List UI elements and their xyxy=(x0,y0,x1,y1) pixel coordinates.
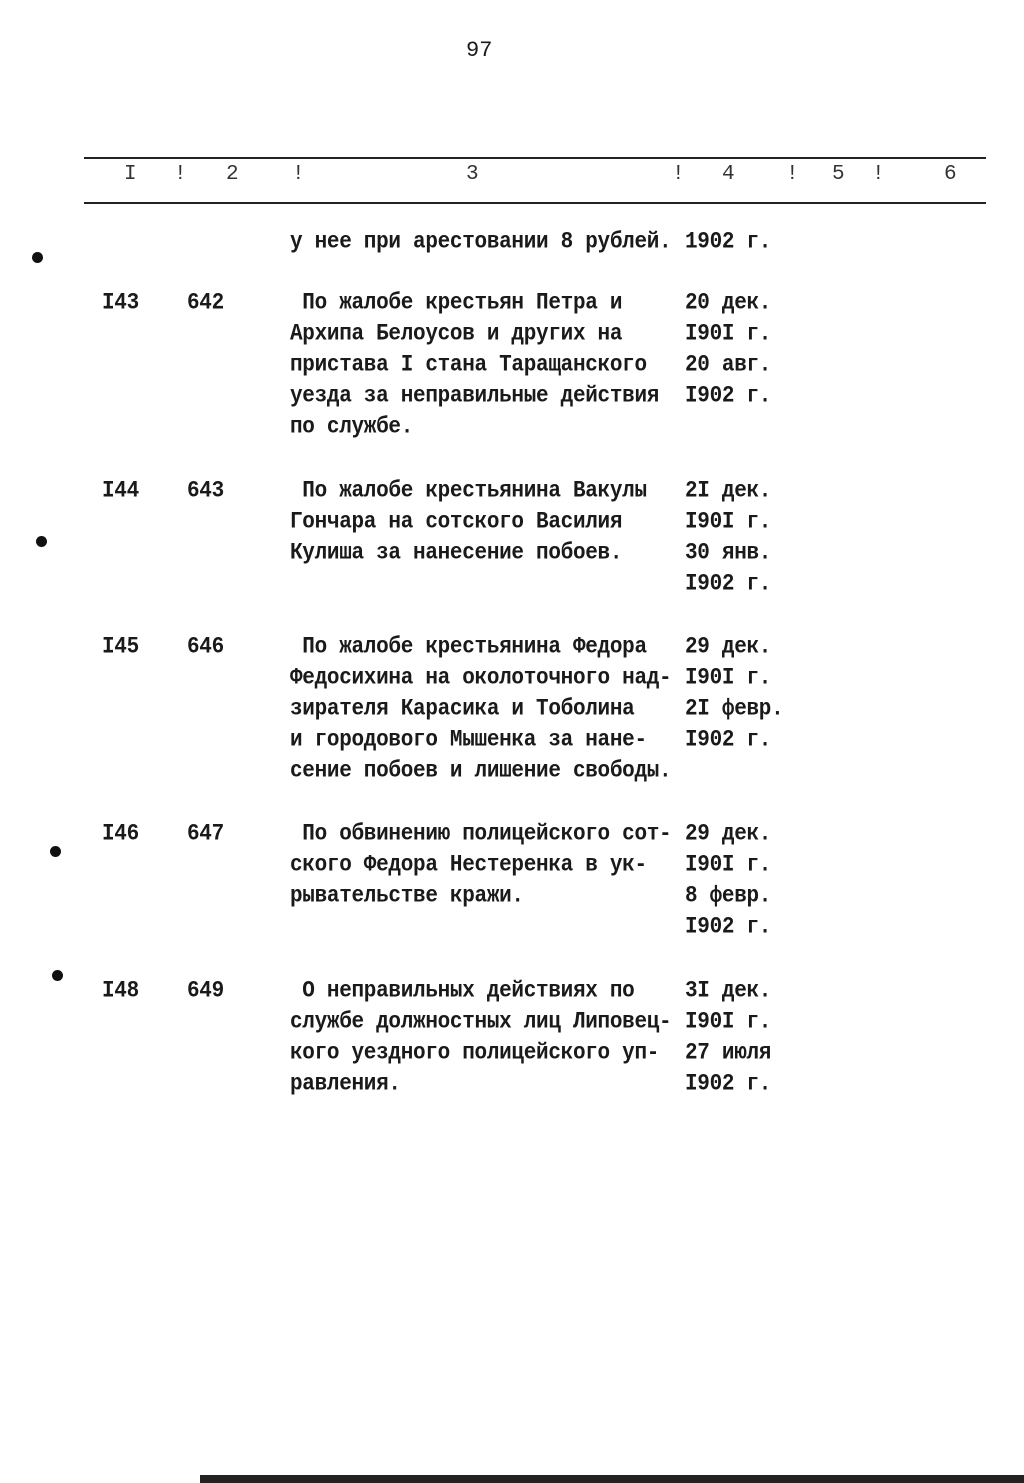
description-line: О неправильных действиях по xyxy=(290,979,635,1005)
description-line: и городового Мышенка за нане- xyxy=(290,728,647,754)
entry-number: I43 xyxy=(102,291,139,317)
description-line: службе должностных лиц Липовец- xyxy=(290,1010,672,1036)
date-line: I90I г. xyxy=(685,853,772,879)
description-line: По обвинению полицейского сот- xyxy=(290,822,672,848)
scan-edge xyxy=(200,1475,1024,1483)
punch-hole-mark xyxy=(32,252,43,263)
description-line: Кулиша за нанесение побоев. xyxy=(290,541,623,567)
description-line: зирателя Карасика и Тоболина xyxy=(290,697,635,723)
description-line: по службе. xyxy=(290,415,414,441)
date-line: 20 авг. xyxy=(685,353,772,379)
date-line: I902 г. xyxy=(685,1072,772,1098)
date-line: I90I г. xyxy=(685,322,772,348)
entry-number: I45 xyxy=(102,635,139,661)
date-line: I902 г. xyxy=(685,915,772,941)
description-line: сение побоев и лишение свободы. xyxy=(290,759,672,785)
description-line: По жалобе крестьян Петра и xyxy=(290,291,623,317)
column-separator: ! xyxy=(174,163,187,186)
date-line: 3I дек. xyxy=(685,979,772,1005)
column-header: I xyxy=(124,163,137,186)
date-line: I90I г. xyxy=(685,510,772,536)
continuation-text: у нее при арестовании 8 рублей. xyxy=(290,230,672,256)
date-line: 2I февр. xyxy=(685,697,784,723)
description-line: пристава I стана Таращанского xyxy=(290,353,647,379)
file-number: 643 xyxy=(187,479,224,505)
column-header: 2 xyxy=(226,163,239,186)
description-line: рывательстве кражи. xyxy=(290,884,524,910)
description-line: По жалобе крестьянина Вакулы xyxy=(290,479,647,505)
description-line: ского Федора Нестеренка в ук- xyxy=(290,853,647,879)
date-line: I902 г. xyxy=(685,572,772,598)
column-header: 3 xyxy=(466,163,479,186)
description-line: Архипа Белоусов и других на xyxy=(290,322,623,348)
header-bottom-rule xyxy=(84,202,986,204)
date-line: 29 дек. xyxy=(685,822,772,848)
date-line: 8 февр. xyxy=(685,884,772,910)
column-separator: ! xyxy=(872,163,885,186)
description-line: уезда за неправильные действия xyxy=(290,384,660,410)
entry-number: I44 xyxy=(102,479,139,505)
description-line: равления. xyxy=(290,1072,401,1098)
date-line: 27 июля xyxy=(685,1041,772,1067)
header-top-rule xyxy=(84,157,986,159)
date-line: I902 г. xyxy=(685,728,772,754)
file-number: 642 xyxy=(187,291,224,317)
page-number: 97 xyxy=(466,38,493,63)
continuation-date: 1902 г. xyxy=(685,230,772,256)
file-number: 647 xyxy=(187,822,224,848)
column-separator: ! xyxy=(672,163,685,186)
punch-hole-mark xyxy=(52,970,63,981)
description-line: Федосихина на околоточного над- xyxy=(290,666,672,692)
file-number: 646 xyxy=(187,635,224,661)
date-line: 2I дек. xyxy=(685,479,772,505)
column-header: 5 xyxy=(832,163,845,186)
date-line: 29 дек. xyxy=(685,635,772,661)
column-header: 4 xyxy=(722,163,735,186)
description-line: кого уездного полицейского уп- xyxy=(290,1041,660,1067)
date-line: I902 г. xyxy=(685,384,772,410)
entry-number: I48 xyxy=(102,979,139,1005)
column-separator: ! xyxy=(292,163,305,186)
file-number: 649 xyxy=(187,979,224,1005)
punch-hole-mark xyxy=(36,536,47,547)
description-line: По жалобе крестьянина Федора xyxy=(290,635,647,661)
date-line: I90I г. xyxy=(685,1010,772,1036)
description-line: Гончара на сотского Василия xyxy=(290,510,623,536)
column-header: 6 xyxy=(944,163,957,186)
date-line: 30 янв. xyxy=(685,541,772,567)
column-separator: ! xyxy=(786,163,799,186)
punch-hole-mark xyxy=(50,846,61,857)
date-line: 20 дек. xyxy=(685,291,772,317)
entry-number: I46 xyxy=(102,822,139,848)
date-line: I90I г. xyxy=(685,666,772,692)
